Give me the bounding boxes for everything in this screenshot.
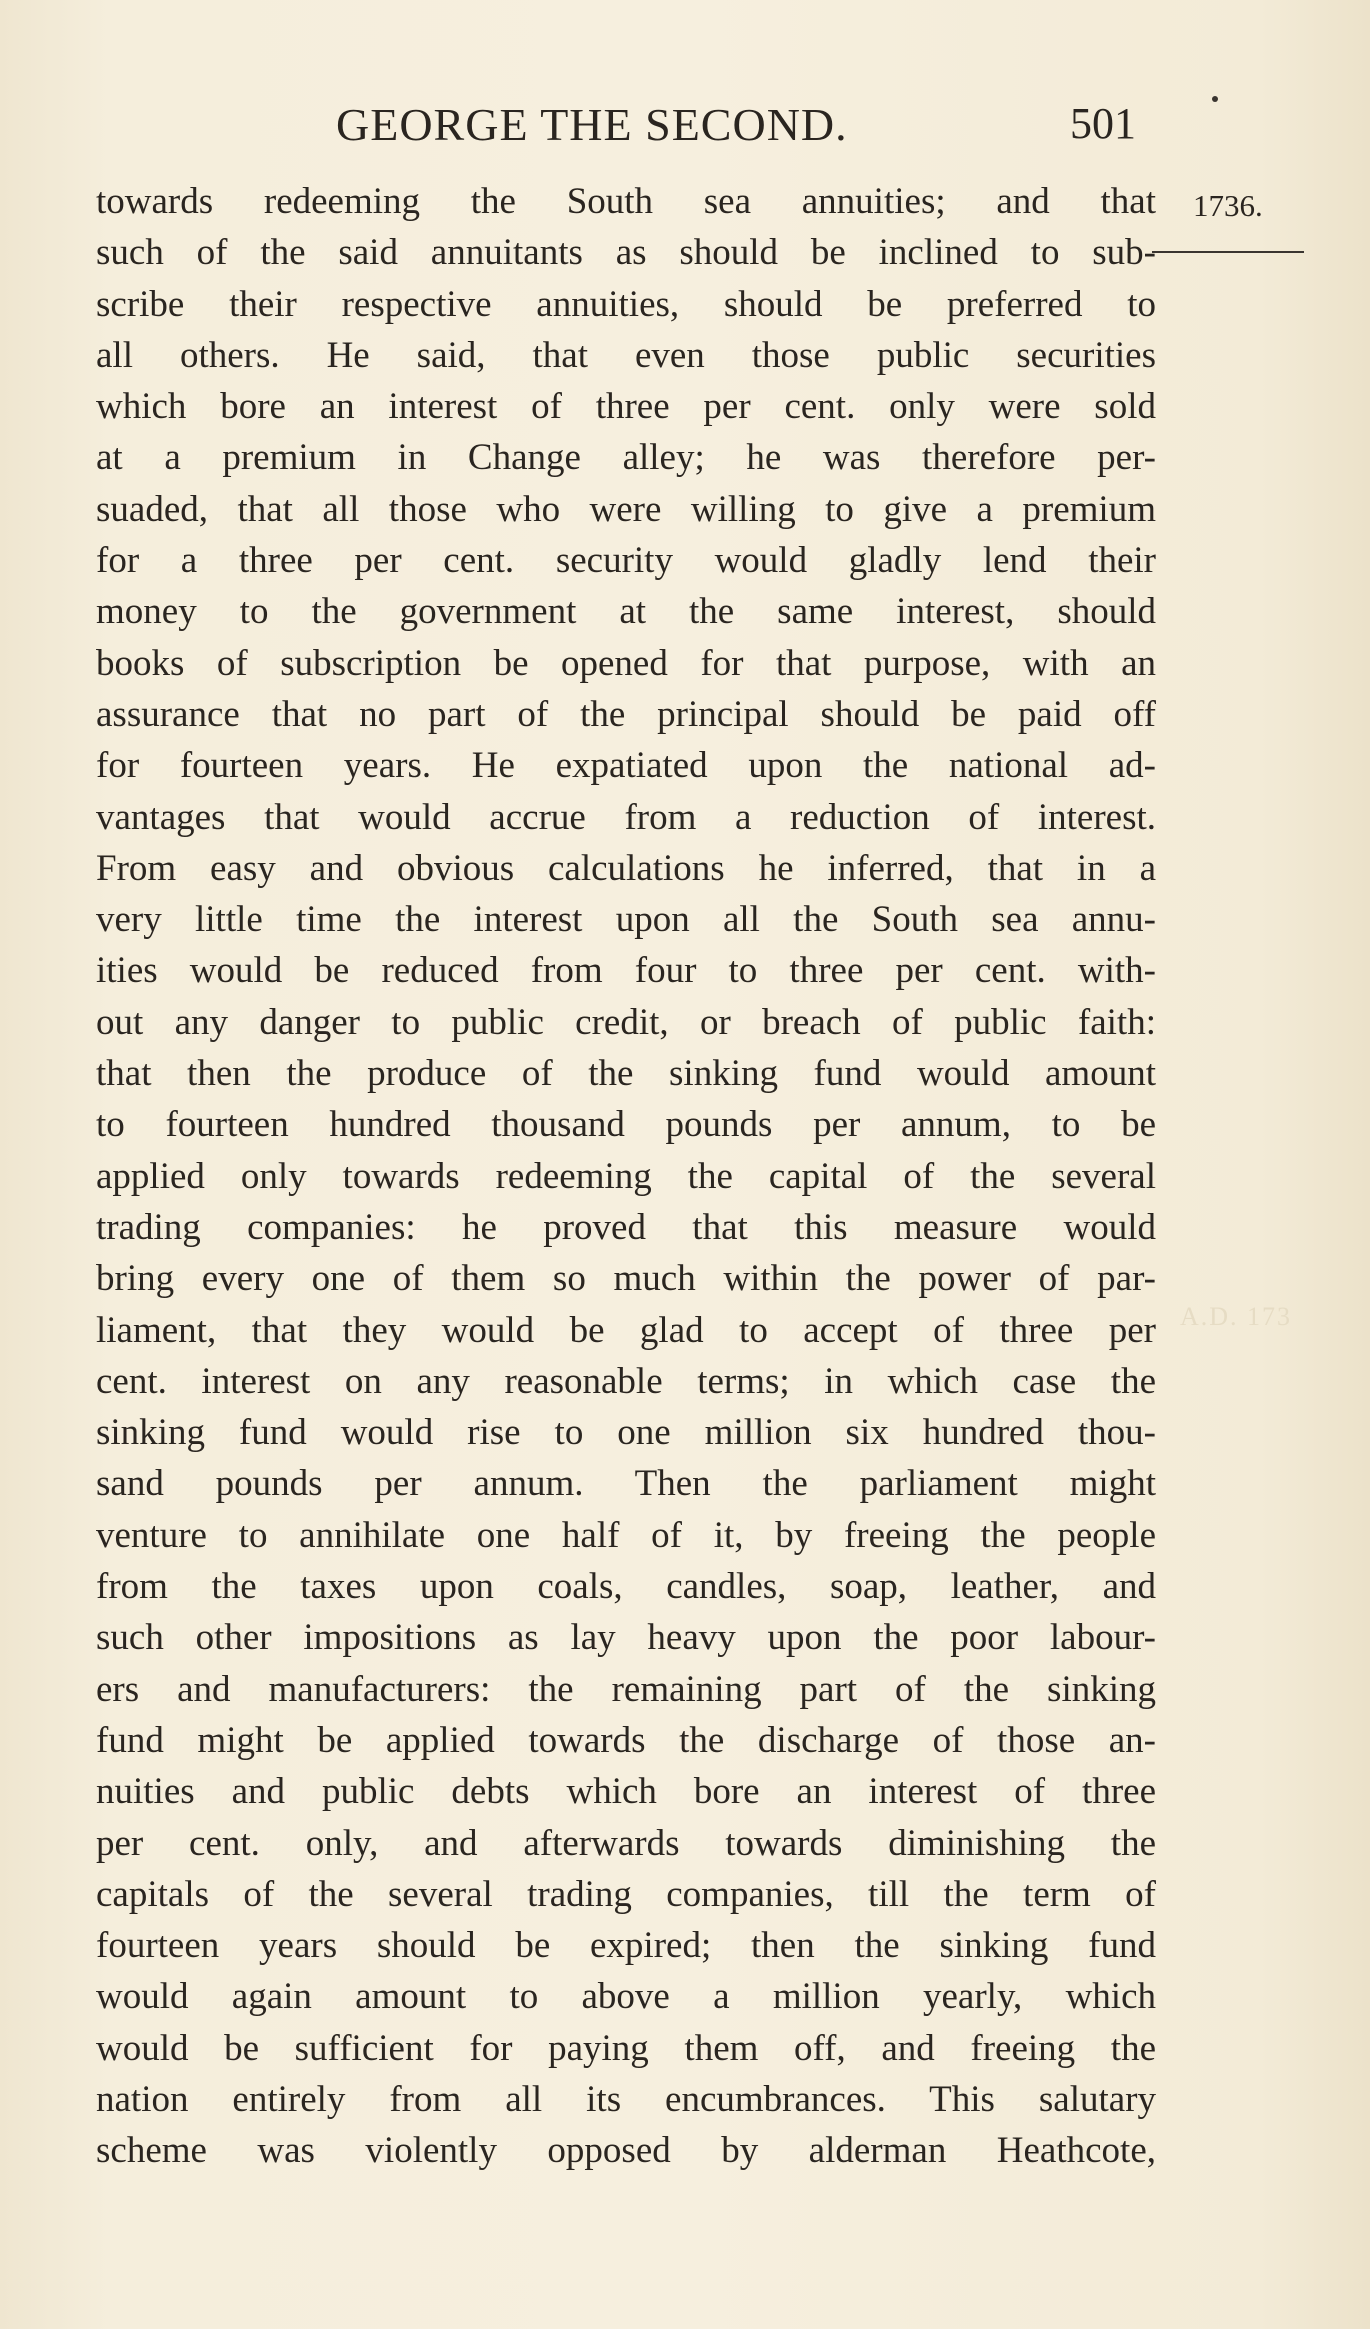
text-line: vantages that would accrue from a reduction of interest.: [96, 796, 1156, 838]
text-line: From easy and obvious calculations he inferred, that in a: [96, 847, 1156, 889]
text-line: venture to annihilate one half of it, by freeing the people: [96, 1514, 1156, 1556]
text-line: fourteen years should be expired; then the sinking fund: [96, 1925, 1156, 1967]
text-line: towards redeeming the South sea annuities; and that: [96, 181, 1156, 222]
faint-margin-bleedthrough: A.D. 173: [1180, 1302, 1293, 1331]
page-number: 501: [1070, 99, 1136, 148]
text-line: such of the said annuitants as should be inclined to sub-: [96, 232, 1156, 274]
text-line: bring every one of them so much within the power of par-: [96, 1258, 1156, 1300]
text-line: very little time the interest upon all the South sea annu-: [96, 899, 1156, 941]
text-line: applied only towards redeeming the capital of the several: [96, 1155, 1156, 1197]
text-line: for fourteen years. He expatiated upon the national ad-: [96, 745, 1156, 787]
text-line: per cent. only, and afterwards towards diminishing the: [96, 1822, 1156, 1864]
text-line: at a premium in Change alley; he was therefore per-: [96, 437, 1156, 479]
text-line: scheme was violently opposed by alderman Heathcote,: [96, 2130, 1156, 2172]
text-line: capitals of the several trading companies, till the term of: [96, 1873, 1156, 1915]
text-line: fund might be applied towards the discharge of those an-: [96, 1719, 1156, 1761]
margin-rule: [1152, 251, 1304, 253]
text-line: nation entirely from all its encumbrances. This salutary: [96, 2078, 1156, 2120]
text-line: suaded, that all those who were willing to give a premium: [96, 488, 1156, 530]
text-line: sinking fund would rise to one million six hundred thou-: [96, 1412, 1156, 1454]
text-line: ers and manufacturers: the remaining part of the sinking: [96, 1668, 1156, 1710]
text-line: such other impositions as lay heavy upon the poor labour-: [96, 1617, 1156, 1659]
text-line: for a three per cent. security would gladly lend their: [96, 540, 1156, 582]
text-line: assurance that no part of the principal should be paid off: [96, 693, 1156, 735]
text-line: to fourteen hundred thousand pounds per annum, to be: [96, 1104, 1156, 1146]
text-line: nuities and public debts which bore an interest of three: [96, 1771, 1156, 1813]
text-line: would again amount to above a million yearly, which: [96, 1976, 1156, 2018]
text-line: from the taxes upon coals, candles, soap, leather, and: [96, 1566, 1156, 1608]
text-line: money to the government at the same interest, should: [96, 591, 1156, 633]
text-line: that then the produce of the sinking fund would amount: [96, 1053, 1156, 1095]
text-line: which bore an interest of three per cent. only were sold: [96, 386, 1156, 428]
margin-year-note: 1736.: [1193, 188, 1263, 223]
text-line: out any danger to public credit, or breach of public faith:: [96, 1001, 1156, 1043]
ink-dot: [1212, 96, 1218, 102]
body-text: [96, 176, 1156, 2177]
text-line: scribe their respective annuities, should be preferred to: [96, 283, 1156, 325]
running-head-title: GEORGE THE SECOND.: [336, 99, 848, 150]
text-line: all others. He said, that even those public securities: [96, 334, 1156, 376]
text-line: cent. interest on any reasonable terms; in which case the: [96, 1360, 1156, 1402]
text-line: would be sufficient for paying them off, and freeing the: [96, 2027, 1156, 2069]
text-line: liament, that they would be glad to accept of three per: [96, 1309, 1156, 1351]
text-line: books of subscription be opened for that purpose, with an: [96, 642, 1156, 684]
running-head: [96, 98, 1136, 158]
text-line: trading companies: he proved that this measure would: [96, 1206, 1156, 1248]
text-line: ities would be reduced from four to three per cent. with-: [96, 950, 1156, 992]
text-line: sand pounds per annum. Then the parliament might: [96, 1463, 1156, 1505]
